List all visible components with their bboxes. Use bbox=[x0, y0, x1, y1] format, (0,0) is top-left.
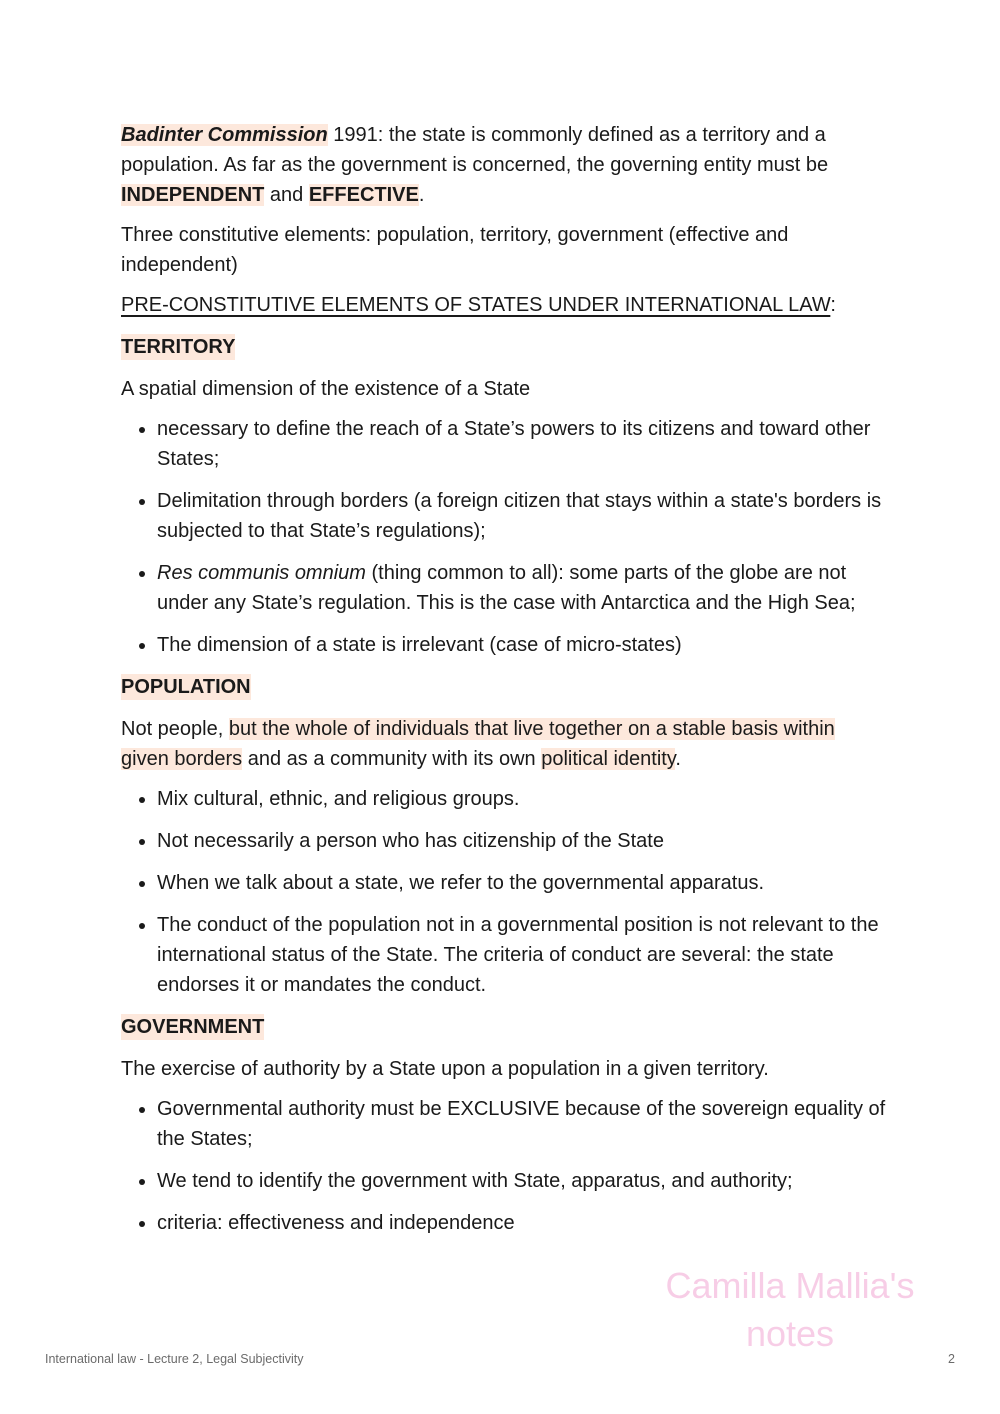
elements-paragraph: Three constitutive elements: population, territory, government (effective and independent) bbox=[121, 224, 789, 276]
population-text-2: and as a community with its own bbox=[242, 748, 542, 770]
government-list bbox=[121, 1094, 886, 1238]
list-item: • The dimension of a state is irrelevant (case of micro-states) bbox=[157, 630, 886, 660]
intro-text: 1991: the state is commonly defined as a territory and a population. As far as the government is concerned, the governing entity must be bbox=[121, 124, 829, 176]
government-heading: GOVERNMENT bbox=[121, 1016, 265, 1038]
list-item: • necessary to define the reach of a State’s powers to its citizens and toward other States; bbox=[157, 414, 886, 474]
population-text-1: Not people, bbox=[121, 718, 229, 740]
list-item: • Governmental authority must be EXCLUSIVE because of the sovereign equality of the States; bbox=[157, 1094, 886, 1154]
list-item: • Mix cultural, ethnic, and religious groups. bbox=[157, 784, 886, 814]
intro-and: and bbox=[264, 184, 309, 206]
territory-heading-row bbox=[121, 332, 886, 362]
government-heading-row bbox=[121, 1012, 886, 1042]
list-item: • Delimitation through borders (a foreign citizen that stays within a state's borders is subjected to that State’s regulations); bbox=[157, 486, 886, 546]
res-communis-term: Res communis omnium bbox=[157, 562, 366, 584]
population-heading: POPULATION bbox=[121, 676, 251, 698]
effective-keyword: EFFECTIVE bbox=[308, 184, 419, 206]
section-title-text: PRE-CONSTITUTIVE ELEMENTS OF STATES UNDER INTERNATIONAL LAW bbox=[121, 294, 831, 316]
population-highlight-1: but the whole of individuals that live together on a stable basis within given borders bbox=[121, 718, 835, 770]
intro-end: . bbox=[418, 184, 425, 206]
commission-name: Badinter Commission bbox=[121, 124, 328, 146]
watermark-line-2: notes bbox=[745, 1313, 835, 1354]
list-item: • The conduct of the population not in a governmental position is not relevant to the international status of the State. The criteria of conduct are several: the state endorses it or mandates the conduct. bbox=[157, 910, 886, 1000]
territory-heading: TERRITORY bbox=[121, 336, 236, 358]
population-highlight-2: political identity bbox=[541, 748, 676, 770]
list-item: • criteria: effectiveness and independence bbox=[157, 1208, 886, 1238]
watermark-line-1: Camilla Mallia's bbox=[665, 1265, 915, 1306]
government-description: The exercise of authority by a State upon a population in a given territory. bbox=[121, 1058, 769, 1080]
section-title bbox=[121, 290, 886, 320]
section-title-colon: : bbox=[830, 294, 836, 316]
territory-list bbox=[121, 414, 886, 660]
territory-description: A spatial dimension of the existence of a State bbox=[121, 378, 531, 400]
list-item bbox=[157, 558, 886, 618]
list-item: • When we talk about a state, we refer to the governmental apparatus. bbox=[157, 868, 886, 898]
population-description bbox=[121, 714, 886, 774]
footer-title: International law - Lecture 2, Legal Subjectivity bbox=[45, 1352, 304, 1366]
independent-keyword: INDEPENDENT bbox=[121, 184, 265, 206]
page-number: 2 bbox=[948, 1352, 955, 1366]
population-text-3: . bbox=[675, 748, 681, 770]
intro-paragraph bbox=[121, 120, 886, 210]
list-item: • Not necessarily a person who has citizenship of the State bbox=[157, 826, 886, 856]
document-body bbox=[121, 120, 886, 1250]
population-heading-row bbox=[121, 672, 886, 702]
population-list bbox=[121, 784, 886, 1000]
res-communis-text: (thing common to all): some parts of the globe are not under any State’s regulation. This is the case with Antarctica and the High Sea; bbox=[157, 562, 856, 614]
watermark bbox=[640, 1262, 940, 1358]
list-item: • We tend to identify the government with State, apparatus, and authority; bbox=[157, 1166, 886, 1196]
